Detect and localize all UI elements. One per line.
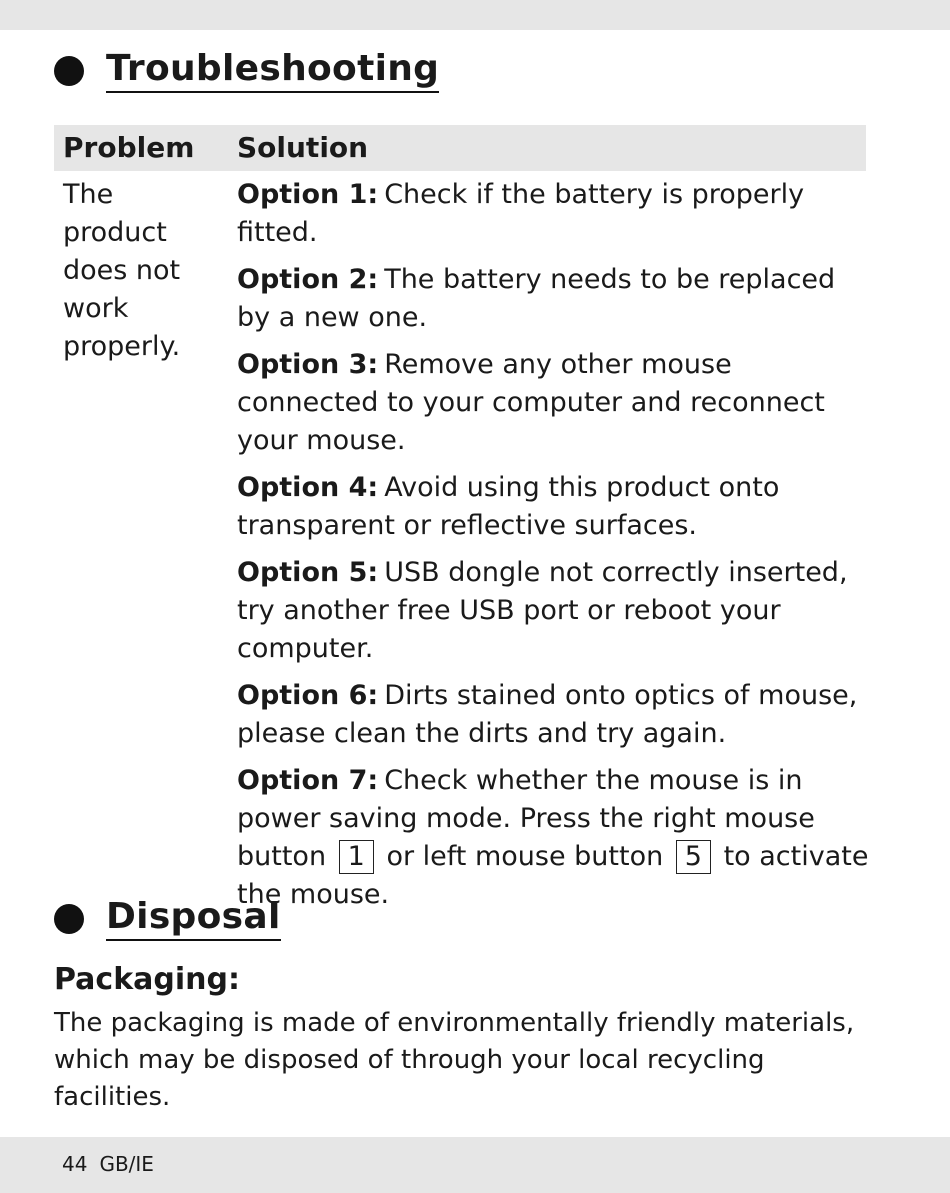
option-text: Remove any other mouse connected to your computer and reconnect your mouse. [237,349,825,456]
option-text: Check if the battery is properly fitted. [237,179,805,248]
table-header [54,125,866,171]
option-5 [237,554,869,668]
option-label: Option 1: [237,179,379,210]
option-text: USB dongle not correctly inserted, try another free USB port or reboot your computer. [237,557,848,664]
troubleshooting-heading [54,48,439,93]
solution-cell [237,176,869,923]
option-text: Check whether the mouse is in power saving mode. Press the right mouse button [237,765,815,872]
option-1 [237,176,869,252]
option-4 [237,469,869,545]
page-footer [62,1152,166,1176]
top-band [0,0,950,30]
bullet-icon [54,904,84,934]
column-header-problem: Problem [63,131,195,164]
option-text: to activate the mouse. [237,841,869,910]
troubleshooting-title: Troubleshooting [106,48,439,93]
option-text: Dirts stained onto optics of mouse, please clean the dirts and try again. [237,680,858,749]
option-label: Option 6: [237,680,379,711]
option-2 [237,261,869,337]
packaging-subheading: Packaging: [54,962,240,997]
option-text: or left mouse button [386,841,664,872]
option-6 [237,677,869,753]
packaging-paragraph: The packaging is made of environmentally friendly materials, which may be disposed of through your local recycling facilities. [54,1008,855,1112]
option-7 [237,762,869,914]
column-header-solution: Solution [237,131,369,164]
problem-cell: The product does not work properly. [63,179,181,362]
option-label: Option 2: [237,264,379,295]
reference-number-box: 5 [676,840,711,874]
option-label: Option 7: [237,765,379,796]
option-label: Option 5: [237,557,379,588]
bullet-icon [54,56,84,86]
page-number: 44 [62,1152,88,1176]
reference-number-box: 1 [339,840,374,874]
disposal-title: Disposal [106,896,281,941]
option-3 [237,346,869,460]
disposal-heading [54,896,281,941]
option-text: Avoid using this product onto transparent or reflective surfaces. [237,472,780,541]
option-text: The battery needs to be replaced by a new one. [237,264,836,333]
option-label: Option 3: [237,349,379,380]
option-label: Option 4: [237,472,379,503]
region-code: GB/IE [99,1152,154,1176]
